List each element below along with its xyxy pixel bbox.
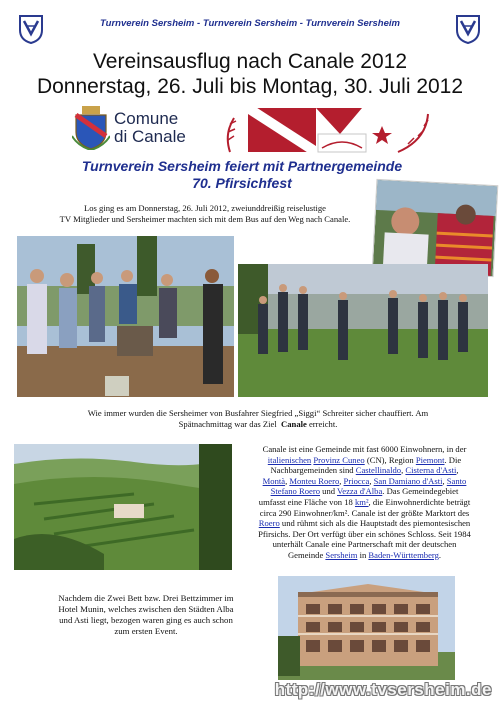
canale-crest-icon — [72, 106, 110, 150]
intro-text-line2: TV Mitglieder und Sersheimer machten sich mit dem Bus auf den Weg nach Canale. — [59, 213, 351, 224]
link-piemont[interactable]: Piemont — [415, 454, 445, 465]
link-italienischen[interactable]: italienischen — [267, 454, 312, 465]
bus-caption-line1: Wie immer wurden die Sersheimer von Busfahrer Siegfried „Siggi“ Schreiter sicher chauffiert. Am — [87, 408, 429, 418]
intro-text-line1: Los ging es am Donnerstag, 26. Juli 2012, zweiunddreißig reiselustige — [83, 203, 326, 213]
link-santo-stefano-roero-part2[interactable]: Stefano Roero — [270, 486, 320, 497]
article-heading-line2: 70. Pfirsichfest — [192, 175, 292, 191]
website-url-watermark[interactable]: http://www.tvsersheim.de — [274, 680, 492, 699]
comune-label: Comune — [114, 109, 179, 128]
canale-banner-graphic — [222, 104, 434, 154]
bus-caption-line2: Spätnachmittag war das Ziel Canale erreicht. — [178, 418, 338, 429]
link-roero[interactable]: Roero — [258, 518, 280, 529]
link-san-damiano-d-asti[interactable]: San Damiano d'Asti — [373, 475, 443, 486]
link-castellinaldo[interactable]: Castellinaldo — [355, 465, 402, 476]
link-km2[interactable]: km² — [354, 496, 369, 507]
photo-peach-festival — [372, 179, 499, 277]
photo-group-viewpoint — [238, 264, 488, 397]
photo-hotel-munin — [278, 576, 455, 680]
hotel-paragraph: Nachdem die Zwei Bett bzw. Drei Bettzimmer im Hotel Munin, welches zwischen den Städten Alba und Asti liegt, bezogen waren ging es auch schon zum ersten Event. — [58, 593, 234, 636]
link-priocca[interactable]: Priocca — [343, 475, 370, 486]
photo-vineyards — [14, 444, 232, 570]
link-vezza-d-alba[interactable]: Vezza d'Alba — [337, 486, 383, 497]
link-cisterna-d-asti[interactable]: Cisterna d'Asti — [405, 465, 457, 476]
article-heading-line1: Turnverein Sersheim feiert mit Partnergemeinde — [81, 158, 403, 174]
photo-group-terrace — [17, 236, 234, 397]
link-monta[interactable]: Montà — [262, 475, 286, 486]
link-santo-stefano-roero-part1[interactable]: Santo — [446, 475, 467, 486]
link-baden-wuerttemberg[interactable]: Baden-Württemberg — [368, 549, 439, 560]
link-sersheim[interactable]: Sersheim — [325, 549, 358, 560]
page-date-range: Donnerstag, 26. Juli bis Montag, 30. Juli 2012 — [36, 75, 464, 98]
link-provinz-cuneo[interactable]: Provinz Cuneo — [313, 454, 365, 465]
canale-info-paragraph: Canale ist eine Gemeinde mit fast 6000 Einwohnern, in der italienischen Provinz Cuneo (CN), Region Piemont. Die Nachbargemeinden sind Castellinaldo, Cisterna d'Asti, Montà, Monteu Roero, Priocca, San Damiano d'Asti, Santo Stefano Roero und Vezza d'Alba. Das Gemeindegebiet umfasst eine Fläche von 18 km², die Einwohnerdichte beträgt circa 290 Einwohner/km². Canale ist der größte Marktort des Roero und rühmt sich als die Hauptstadt des piemontesischen Pfirsichs. Der Ort verfügt über ein schönes Schloss. Seit 1984 unterhält Canale eine Partnerschaft mit der deutschen Gemeinde Sersheim in Baden-Württemberg. — [258, 444, 471, 560]
header-banner: Turnverein Sersheim - Turnverein Sersheim - Turnverein Sersheim — [100, 18, 400, 29]
comune-name: di Canale — [114, 127, 186, 146]
link-monteu-roero[interactable]: Monteu Roero — [289, 475, 340, 486]
page-title: Vereinsausflug nach Canale 2012 — [92, 50, 408, 73]
